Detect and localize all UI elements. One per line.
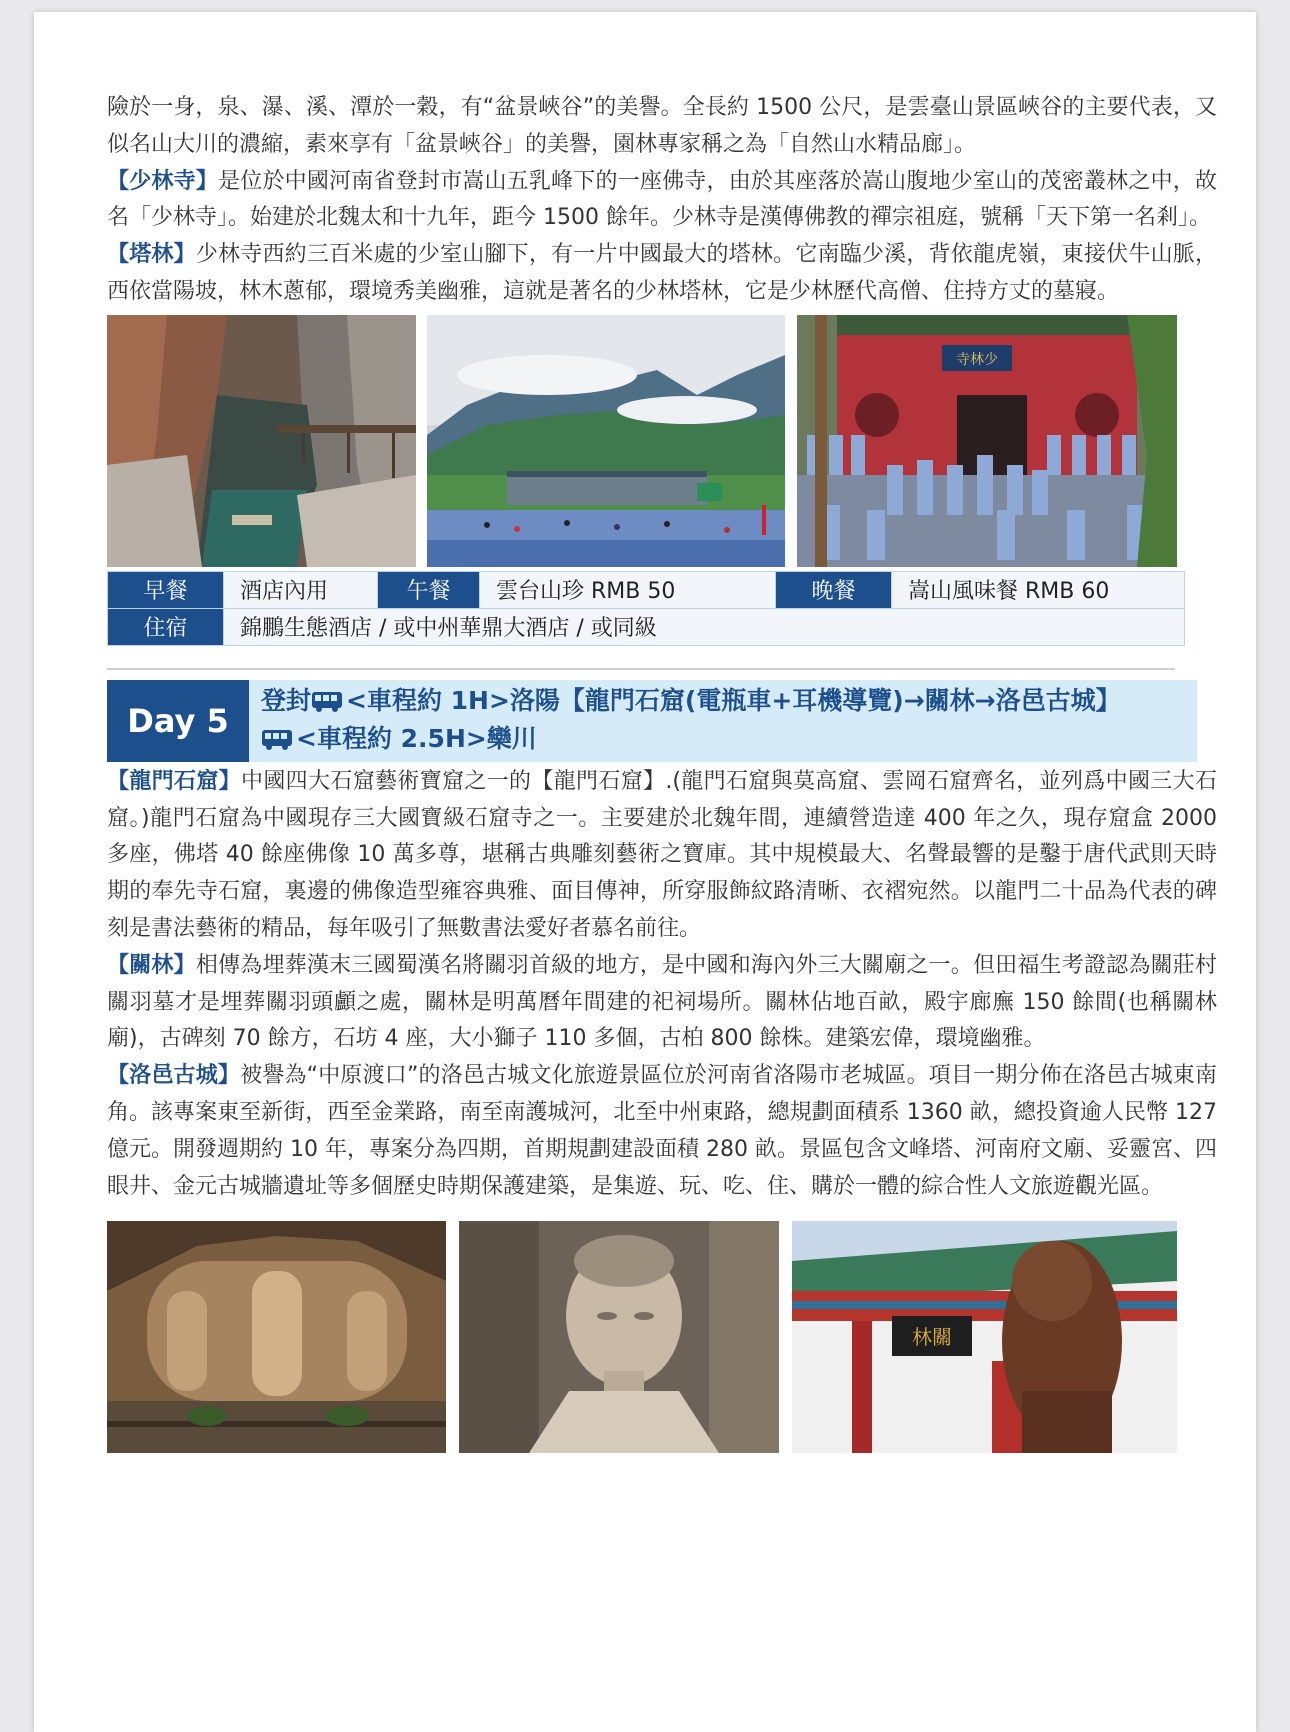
lunch-value: 雲台山珍 RMB 50 xyxy=(480,571,776,608)
page-content xyxy=(107,90,1217,1453)
day5-title-line2: <車程約 2.5H>欒川 xyxy=(261,720,1197,758)
luoyi-heading: 【洛邑古城】 xyxy=(107,1063,241,1089)
breakfast-label: 早餐 xyxy=(108,571,224,608)
shaolin-sign-text: 寺林少 xyxy=(956,351,998,368)
breakfast-value: 酒店內用 xyxy=(224,571,378,608)
guanlin-paragraph: 【關林】相傳為埋葬漢末三國蜀漢名將關羽首級的地方，是中國和海內外三大關廟之一。但田福生考證認為關莊村關羽墓才是埋葬關羽頭顱之處，關林是明萬曆年間建的祀祠場所。關林佔地百畝，殿宇廊廡 150 餘間(也稱關林廟)，古碑刻 70 餘方，石坊 4 座，大小獅子 110 多個，古柏 800 餘株。建築宏偉，環境幽雅。 xyxy=(107,952,1217,1052)
guanlin-lion-photo xyxy=(792,1221,1177,1453)
document-page xyxy=(34,12,1256,1732)
dinner-label: 晚餐 xyxy=(776,571,892,608)
dinner-value: 嵩山風味餐 RMB 60 xyxy=(892,571,1185,608)
pagoda-forest-heading: 【塔林】 xyxy=(107,242,196,268)
buddha-statue-photo xyxy=(459,1221,779,1453)
pagoda-forest-paragraph: 【塔林】少林寺西約三百米處的少室山腳下，有一片中國最大的塔林。它南臨少溪，背依龍虎嶺，東接伏牛山脈，西依當陽坡，林木蔥郁，環境秀美幽雅，這就是著名的少林塔林，它是少林歷代高僧、住持方丈的墓寢。 xyxy=(107,242,1217,304)
lunch-label: 午餐 xyxy=(378,571,480,608)
guanlin-sign-text: 林關 xyxy=(912,1325,952,1350)
lodging-value: 錦鵬生態酒店 / 或中州華鼎大酒店 / 或同級 xyxy=(224,608,1185,645)
shaolin-temple-heading: 【少林寺】 xyxy=(107,168,219,194)
meal-table xyxy=(107,571,1185,646)
lodging-label: 住宿 xyxy=(108,608,224,645)
shaolin-monks-photo xyxy=(797,315,1177,567)
bus-icon xyxy=(261,729,293,751)
shaolin-temple-paragraph: 【少林寺】是位於中國河南省登封市嵩山五乳峰下的一座佛寺，由於其座落於嵩山腹地少室山的茂密叢林之中，故名「少林寺」。始建於北魏太和十九年，距今 1500 餘年。少林寺是漢傳佛教的禪宗祖庭，號稱「天下第一名剎」。 xyxy=(107,168,1217,231)
day5-title-line1: 登封 <車程約 1H>洛陽【龍門石窟(電瓶車+耳機導覽)→關林→洛邑古城】 xyxy=(261,685,1121,715)
day5-header xyxy=(107,680,1197,762)
yuntai-intro-paragraph: 險於一身，泉、瀑、溪、潭於一穀，有“盆景峽谷”的美譽。全長約 1500 公尺，是雲臺山景區峽谷的主要代表，又似名山大川的濃縮，素來享有「盆景峽谷」的美譽，園林專家稱之為「自然山水精品廊」。 xyxy=(107,95,1217,157)
day5-label: Day 5 xyxy=(107,680,249,762)
longmen-paragraph: 【龍門石窟】中國四大石窟藝術寶窟之一的【龍門石窟】.(龍門石窟與莫高窟、雲岡石窟齊名，並列爲中國三大石窟。)龍門石窟為中國現存三大國寶級石窟寺之一。主要建於北魏年間，連續營造達 400 年之久，現存窟盒 2000 多座，佛塔 40 餘座佛像 10 萬多尊，堪稱古典雕刻藝術之寶庫。其中規模最大、名聲最響的是鑿于唐代武則天時期的奉先寺石窟，裏邊的佛像造型雍容典雅、面目傳神，所穿服飾紋路清晰、衣褶宛然。以龍門二十品為代表的碑刻是書法藝術的精品，每年吸引了無數書法愛好者慕名前往。 xyxy=(107,768,1217,941)
canyon-photo xyxy=(107,315,416,567)
longmen-grottoes-photo xyxy=(107,1221,446,1453)
section-divider xyxy=(107,668,1175,670)
table-row xyxy=(108,571,1185,608)
guanlin-heading: 【關林】 xyxy=(107,952,196,978)
top-photo-row xyxy=(107,315,1217,567)
longmen-heading: 【龍門石窟】 xyxy=(107,768,242,794)
bus-icon xyxy=(311,691,343,713)
table-row xyxy=(108,608,1185,645)
mountain-gate-photo xyxy=(427,315,785,567)
bottom-photo-row xyxy=(107,1221,1217,1453)
luoyi-paragraph: 【洛邑古城】被譽為“中原渡口”的洛邑古城文化旅遊景區位於河南省洛陽市老城區。項目一期分佈在洛邑古城東南角。該專案東至新街，西至金業路，南至南護城河，北至中州東路，總規劃面積系 1360 畝，總投資逾人民幣 127 億元。開發週期約 10 年，專案分為四期，首期規劃建設面積 280 畝。景區包含文峰塔、河南府文廟、妥靈宮、四眼井、金元古城牆遺址等多個歷史時期保護建築，是集遊、玩、吃、住、購於一體的綜合性人文旅遊觀光區。 xyxy=(107,1063,1217,1199)
day5-title xyxy=(249,680,1197,762)
